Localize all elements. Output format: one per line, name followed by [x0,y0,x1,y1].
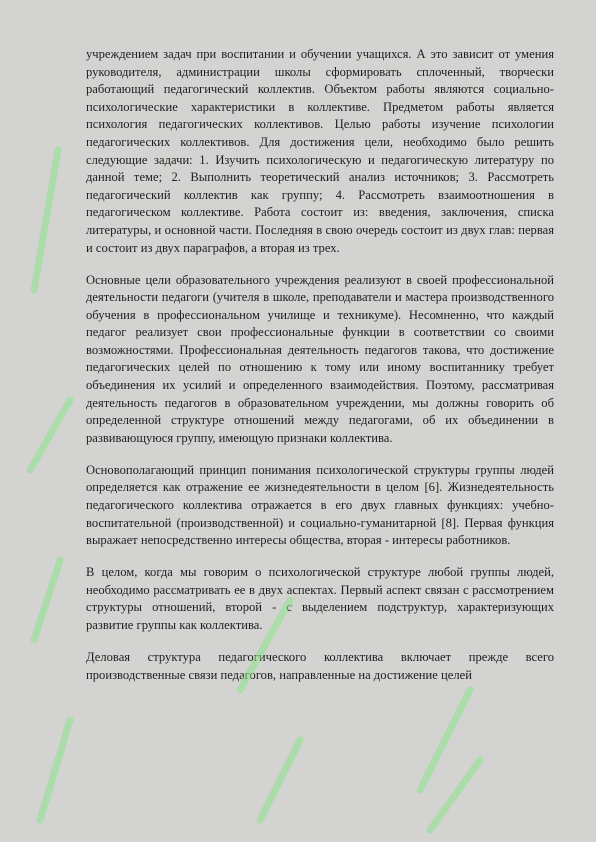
paragraph-3: Основополагающий принцип понимания психологической структуры группы людей определяется как отражение ее жизнедеятельности в целом [6]. Жизнедеятельность педагогического коллектива отражается в его двух главных функциях: учебно-воспитательной (производственной) и социально-гуманитарной [8]. Первая функция выражает непосредственно интересы общества, вторая - интересы работников. [86,462,554,548]
paragraph-2: Основные цели образовательного учреждения реализуют в своей профессиональной деятельности педагоги (учителя в школе, преподаватели и мастера производственного обучения в профессиональном училище и техникуме). Несомненно, что каждый педагог реализует свои профессиональные функции в соответствии со своими возможностями. Профессиональная деятельность педагогов такова, что достижение педагогических целей по отношению к тому или иному воспитаннику требует объединения их усилий и определенного взаимодействия. Поэтому, рассматривая деятельность педагогов в образовательном учреждении, мы должны говорить об определенной структуре отношений между педагогами, об их объединении в развивающуюся группу, имеющую признаки коллектива. [86,272,554,445]
paragraph-5: Деловая структура педагогического коллектива включает прежде всего производственные связи педагогов, направленные на достижение целей [86,649,554,682]
paragraph-4: В целом, когда мы говорим о психологической структуре любой группы людей, необходимо рассматривать ее в двух аспектах. Первый аспект связан с рассмотрением структуры отношений, второй - с выделением подструктур, характеризующих развитие группы как коллектива. [86,565,554,632]
paragraph-1: учреждением задач при воспитании и обучении учащихся. А это зависит от умения руководителя, администрации школы сформировать сплоченный, творчески работающий педагогический коллектив. Объектом работы являются социально-психологические характеристики в коллективе. Предметом работы является психология педагогических коллективов. Целью работы изучение психологии педагогических коллективов. Для достижения цели, необходимо было решить следующие задачи: 1. Изучить психологическую и педагогическую литературу по данной теме; 2. Выполнить теоретический анализ источников; 3. Рассмотреть педагогический коллектив как группу; 4. Рассмотреть взаимоотношения в педагогическом коллективе. Работа состоит из: введения, заключения, списка литературы, и основной части. Последняя в свою очередь состоит из двух глав: первая и состоит из двух параграфов, а вторая из трех. [86,47,554,255]
